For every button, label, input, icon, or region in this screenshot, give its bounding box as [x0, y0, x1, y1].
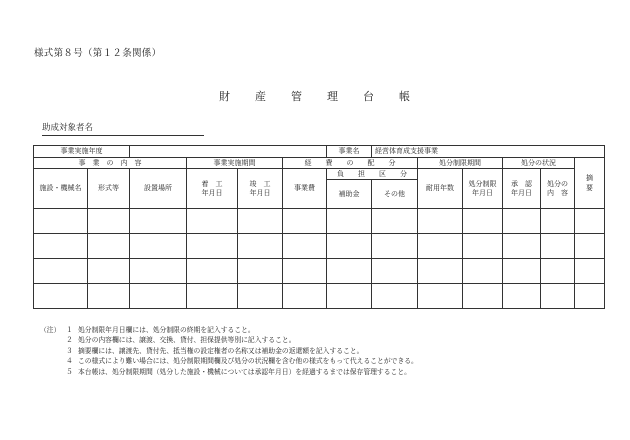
table-cell[interactable]	[503, 259, 541, 284]
table-cell[interactable]	[463, 284, 503, 309]
table-cell[interactable]	[541, 234, 575, 259]
table-cell[interactable]	[283, 234, 327, 259]
completion-line1: 竣 工	[249, 179, 271, 188]
table-cell[interactable]	[503, 234, 541, 259]
table-cell[interactable]	[130, 284, 187, 309]
start-date-line1: 着 工	[201, 179, 223, 188]
table-cell[interactable]	[575, 284, 605, 309]
note-number: １	[66, 326, 73, 334]
disposal-content-line2: 内 容	[547, 188, 568, 197]
table-cell[interactable]	[418, 234, 463, 259]
table-cell[interactable]	[283, 209, 327, 234]
project-cost-header: 事業費	[283, 169, 327, 209]
burden-breakdown-header: 負 担 区 分	[327, 169, 418, 180]
table-cell[interactable]	[88, 284, 130, 309]
table-cell[interactable]	[238, 209, 283, 234]
table-cell[interactable]	[327, 209, 372, 234]
table-cell[interactable]	[541, 209, 575, 234]
property-ledger-table	[33, 145, 605, 309]
table-cell[interactable]	[503, 209, 541, 234]
cost-allocation-header: 経 費 の 配 分	[283, 158, 418, 169]
table-cell[interactable]	[130, 209, 187, 234]
table-cell[interactable]	[463, 209, 503, 234]
note-item	[40, 367, 418, 377]
table-cell[interactable]	[88, 209, 130, 234]
table-cell[interactable]	[34, 284, 88, 309]
start-date-header	[187, 169, 238, 209]
form-number: 様式第８号（第１２条関係）	[34, 48, 162, 59]
completion-line2: 年月日	[249, 188, 271, 197]
table-cell[interactable]	[503, 284, 541, 309]
table-cell[interactable]	[187, 284, 238, 309]
note-number: ３	[66, 346, 73, 355]
model-header: 形式等	[88, 169, 130, 209]
disposal-status-header: 処分の状況	[503, 158, 575, 169]
start-date-line2: 年月日	[201, 188, 223, 197]
fiscal-year-label: 事業実施年度	[34, 146, 130, 158]
approval-line1: 承 認	[511, 179, 532, 188]
notes-section	[40, 325, 418, 377]
table-row	[34, 259, 605, 284]
table-cell[interactable]	[34, 209, 88, 234]
table-cell[interactable]	[238, 284, 283, 309]
remarks-header-text: 摘要	[586, 174, 594, 192]
notes-label: （注）	[40, 326, 61, 334]
table-cell[interactable]	[88, 259, 130, 284]
table-cell[interactable]	[541, 259, 575, 284]
note-item	[40, 356, 418, 366]
approval-line2: 年月日	[511, 188, 532, 197]
table-cell[interactable]	[187, 234, 238, 259]
note-text: 処分の内容欄には、譲渡、交換、貸付、担保提供等別に記入すること。	[78, 336, 296, 345]
facility-machine-name-header: 施設・機械名	[34, 169, 88, 209]
table-cell[interactable]	[130, 234, 187, 259]
note-item	[40, 325, 418, 335]
note-text: この様式により難い場合には、処分制限期間欄及び処分の状況欄を含む他の様式をもって代えることができる。	[78, 357, 418, 366]
table-cell[interactable]	[283, 259, 327, 284]
disposal-limit-line1: 処分制限	[468, 179, 497, 188]
installation-location-header: 設置場所	[130, 169, 187, 209]
table-cell[interactable]	[187, 209, 238, 234]
subsidy-header: 補助金	[327, 180, 372, 209]
note-number: ５	[66, 367, 73, 376]
note-number: ４	[66, 357, 73, 366]
table-cell[interactable]	[238, 234, 283, 259]
note-item	[40, 346, 418, 356]
recipient-label: 助成対象者名	[42, 123, 94, 133]
table-cell[interactable]	[372, 209, 418, 234]
disposal-content-header	[541, 169, 575, 209]
implementation-period-header: 事業実施期間	[187, 158, 283, 169]
note-text: 摘要欄には、譲渡先、貸付先、抵当権の設定権者の名称又は補助金の返還額を記入すること。	[78, 346, 364, 355]
other-header: その他	[372, 180, 418, 209]
table-cell[interactable]	[463, 234, 503, 259]
completion-date-header	[238, 169, 283, 209]
table-cell[interactable]	[372, 259, 418, 284]
remarks-header	[575, 158, 605, 209]
project-name-value: 経営体育成支援事業	[372, 146, 605, 158]
table-cell[interactable]	[575, 259, 605, 284]
disposal-limit-date-header	[463, 169, 503, 209]
table-cell[interactable]	[88, 234, 130, 259]
project-content-header: 事 業 の 内 容	[34, 158, 187, 169]
table-cell[interactable]	[418, 284, 463, 309]
recipient-field[interactable]	[42, 123, 204, 136]
table-cell[interactable]	[238, 259, 283, 284]
table-cell[interactable]	[575, 234, 605, 259]
table-cell[interactable]	[130, 259, 187, 284]
table-cell[interactable]	[541, 284, 575, 309]
table-cell[interactable]	[34, 234, 88, 259]
table-cell[interactable]	[327, 259, 372, 284]
approval-date-header	[503, 169, 541, 209]
table-row	[34, 234, 605, 259]
table-cell[interactable]	[327, 234, 372, 259]
disposal-content-line1: 処分の	[547, 179, 568, 188]
disposal-restriction-period-header: 処分制限期間	[418, 158, 503, 169]
fiscal-year-value[interactable]	[130, 146, 327, 158]
table-cell[interactable]	[34, 259, 88, 284]
note-item	[40, 335, 418, 345]
note-text: 本台帳は、処分制限期間（処分した施設・機械については承認年月日）を経過するまでは保存管理すること。	[78, 367, 411, 376]
useful-life-header: 耐用年数	[418, 169, 463, 209]
table-cell[interactable]	[418, 209, 463, 234]
table-cell[interactable]	[372, 234, 418, 259]
table-cell[interactable]	[283, 284, 327, 309]
page-title: 財 産 管 理 台 帳	[219, 90, 417, 103]
disposal-limit-line2: 年月日	[472, 188, 493, 197]
table-row	[34, 284, 605, 309]
table-cell[interactable]	[463, 259, 503, 284]
table-cell[interactable]	[418, 259, 463, 284]
table-cell[interactable]	[327, 284, 372, 309]
note-text: 処分制限年月日欄には、処分制限の終期を記入すること。	[78, 326, 255, 334]
table-row	[34, 209, 605, 234]
table-cell[interactable]	[372, 284, 418, 309]
project-name-label: 事業名	[327, 146, 372, 158]
table-cell[interactable]	[187, 259, 238, 284]
table-cell[interactable]	[575, 209, 605, 234]
note-number: ２	[66, 336, 73, 345]
